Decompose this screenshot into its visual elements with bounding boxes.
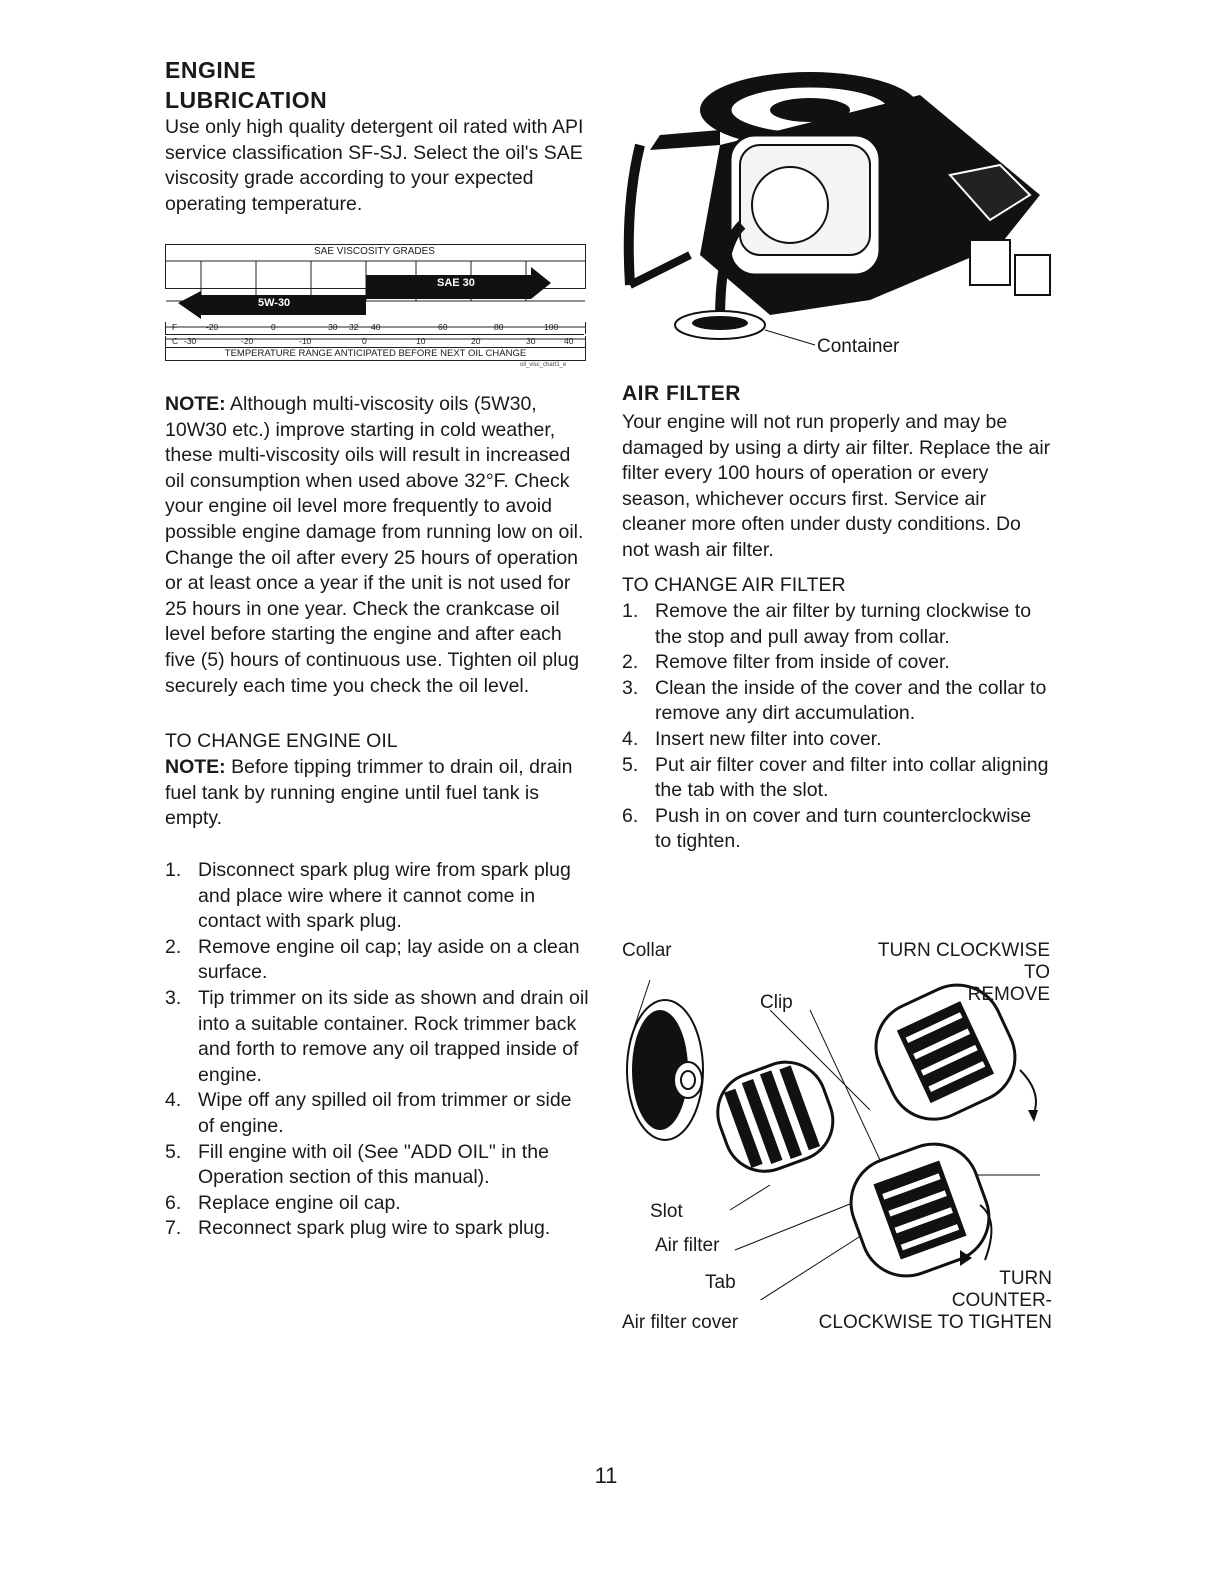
page-number: 11	[594, 1463, 618, 1488]
air-filter-heading: AIR FILTER	[622, 382, 741, 405]
list-item: 3. Clean the inside of the cover and the collar to remove any dirt accumulation.	[622, 676, 1047, 725]
list-item: 2. Remove engine oil cap; lay aside on a clean surface.	[165, 935, 580, 984]
turn-counterclockwise-label	[780, 1268, 1052, 1334]
list-item: 2. Remove filter from inside of cover.	[622, 651, 950, 674]
change-oil-heading: TO CHANGE ENGINE OIL	[165, 730, 398, 752]
c-tick: -10	[299, 336, 312, 346]
scale-divider	[165, 334, 584, 335]
note-text: Although multi-viscosity oils (5W30, 10W30 etc.) improve starting in cold weather, these multi-viscosity oils will result in increased oil consumption when used above 32°F. Check your engine oil level more frequently to avoid possible engine damage from running low on oil. Change the oil after every 25 hours of operation or at least once a year if the unit is not used for 25 hours in one year. Check the crankcase oil level before starting the engine and after each five (5) hours of continuous use. Tighten oil plug securely each time you check the oil level.	[165, 393, 584, 697]
turn-cw-line1: TURN CLOCKWISE	[877, 940, 1050, 961]
f-tick: 100	[544, 322, 559, 332]
note-multi-viscosity	[165, 392, 589, 699]
chart-footer: TEMPERATURE RANGE ANTICIPATED BEFORE NEXT OIL CHANGE	[165, 347, 586, 361]
tab-label: Tab	[705, 1272, 736, 1293]
turn-cw-line2: TO	[1023, 962, 1050, 983]
change-air-filter-steps	[622, 599, 1052, 855]
c-tick: 0	[362, 336, 367, 346]
c-tick: 20	[471, 336, 481, 346]
viscosity-chart-title: SAE VISCOSITY GRADES	[314, 246, 435, 257]
air-filter-cover-label: Air filter cover	[622, 1312, 739, 1333]
f-tick: 40	[371, 322, 381, 332]
lubrication-heading: LUBRICATION	[165, 87, 328, 113]
container-label: Container	[817, 336, 900, 357]
list-item: 4. Wipe off any spilled oil from trimmer or side of engine.	[165, 1089, 572, 1137]
turn-ccw-line2: COUNTER-	[951, 1290, 1052, 1311]
f-label: F	[172, 322, 178, 332]
f-tick: 30	[328, 322, 338, 332]
c-tick: 40	[564, 336, 574, 346]
list-item: 3. Tip trimmer on its side as shown and drain oil into a suitable container. Rock trimmer back and forth to remove any oil trapped inside of engine.	[165, 986, 589, 1086]
change-oil-steps	[165, 858, 591, 1242]
slot-label: Slot	[650, 1201, 683, 1222]
f-tick: 60	[438, 322, 448, 332]
air-filter-label: Air filter	[655, 1235, 720, 1256]
list-item: 5. Fill engine with oil (See "ADD OIL" in the Operation section of this manual).	[165, 1140, 549, 1189]
list-item: 6. Replace engine oil cap.	[165, 1191, 401, 1214]
list-item: 5. Put air filter cover and filter into collar aligning the tab with the slot.	[622, 753, 1049, 802]
list-item: 1. Remove the air filter by turning clockwise to the stop and pull away from collar.	[622, 600, 1032, 648]
change-oil-note-label: NOTE:	[165, 756, 226, 778]
c-tick: 10	[416, 336, 426, 346]
list-item: 6. Push in on cover and turn counterclockwise to tighten.	[622, 804, 1032, 853]
turn-clockwise-label	[860, 940, 1050, 1006]
lubrication-intro: Use only high quality detergent oil rated with API service classification SF-SJ. Select the oil's SAE viscosity grade according to your expected operating temperature.	[165, 116, 584, 215]
list-item: 7. Reconnect spark plug wire to spark plug.	[165, 1217, 551, 1240]
grade-5w30: 5W-30	[258, 297, 291, 309]
f-tick: 80	[494, 322, 504, 332]
list-item: 1. Disconnect spark plug wire from spark plug and place wire where it cannot come in contact with spark plug.	[165, 859, 571, 933]
c-tick: -20	[241, 336, 254, 346]
collar-label: Collar	[622, 940, 672, 961]
turn-ccw-line1: TURN	[999, 1268, 1052, 1289]
change-oil-note	[165, 755, 589, 832]
note-label: NOTE:	[165, 393, 226, 415]
c-tick: -30	[184, 336, 197, 346]
clip-label: Clip	[760, 992, 793, 1013]
turn-ccw-line3: CLOCKWISE TO TIGHTEN	[818, 1312, 1052, 1333]
oil-drain-illustration	[620, 55, 1060, 365]
f-tick: -20	[206, 322, 219, 332]
turn-cw-line3: REMOVE	[967, 984, 1050, 1005]
f-tick: 32	[349, 322, 359, 332]
c-label: C	[172, 336, 179, 346]
f-scale-row	[165, 322, 586, 334]
f-tick: 0	[271, 322, 276, 332]
engine-heading: ENGINE	[165, 57, 257, 83]
change-oil-note-text: Before tipping trimmer to drain oil, drain fuel tank by running engine until fuel tank is empty.	[165, 756, 573, 830]
chart-ref: oil_visc_chart1_e	[520, 362, 567, 368]
c-tick: 30	[526, 336, 536, 346]
grade-sae30: SAE 30	[437, 277, 475, 289]
list-item: 4. Insert new filter into cover.	[622, 727, 882, 750]
change-air-filter-heading: TO CHANGE AIR FILTER	[622, 574, 846, 596]
air-filter-intro: Your engine will not run properly and may be damaged by using a dirty air filter. Replace the air filter every 100 hours of operation or every season, whichever occurs first. Service air cleaner more often under dusty conditions. Do not wash air filter.	[622, 411, 1051, 561]
